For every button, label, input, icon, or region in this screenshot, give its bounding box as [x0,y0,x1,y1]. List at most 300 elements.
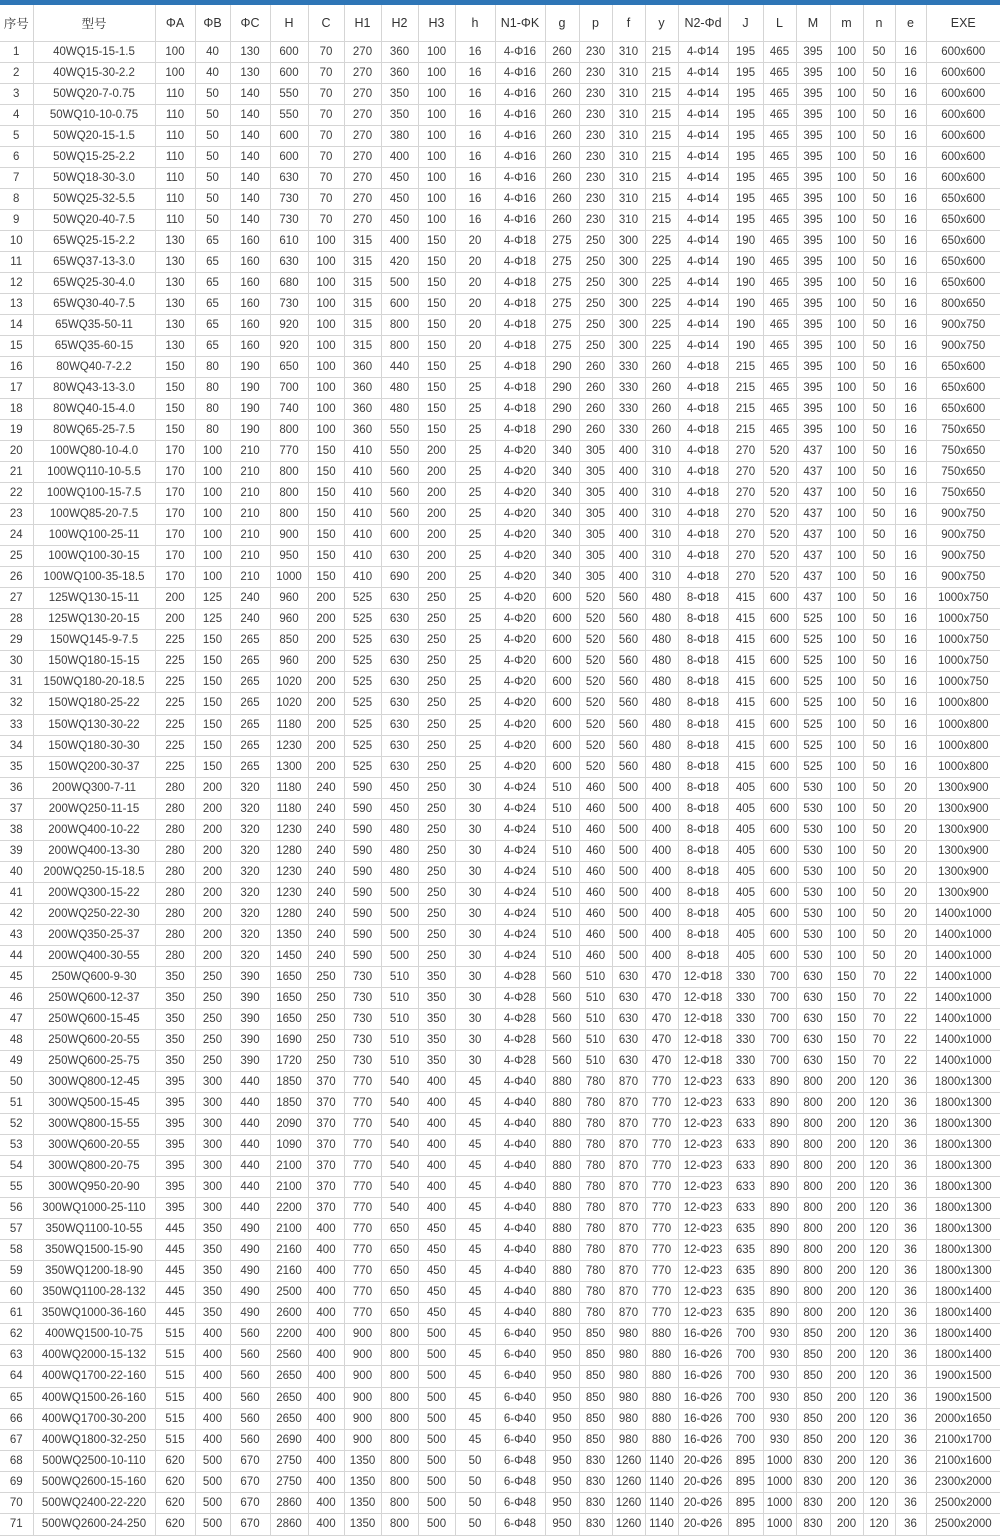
table-row [0,1324,1000,1345]
table-cell: 210 [230,441,270,462]
table-cell: 4-Φ28 [495,966,545,987]
table-cell: 633 [728,1156,763,1177]
table-cell: 1000x750 [926,630,1000,651]
table-row [0,945,1000,966]
table-cell: 400WQ1700-30-200 [33,1408,155,1429]
table-cell: 150 [308,525,344,546]
table-cell: 800 [796,1282,830,1303]
table-cell: 770 [645,1177,678,1198]
table-cell: 125WQ130-20-15 [33,609,155,630]
table-cell: 2650 [270,1408,308,1429]
table-cell: 4-Φ28 [495,1051,545,1072]
table-cell: 225 [645,230,678,251]
table-cell: 190 [728,251,763,272]
table-cell: 633 [728,1135,763,1156]
table-cell: 12-Φ23 [678,1240,728,1261]
table-cell: 750x650 [926,462,1000,483]
table-cell: 150 [308,462,344,483]
table-cell: 6-Φ40 [495,1429,545,1450]
table-cell: 150WQ180-15-15 [33,651,155,672]
table-cell: 400 [308,1513,344,1535]
table-cell: 980 [612,1366,645,1387]
table-cell: 530 [796,840,830,861]
table-cell: 650x600 [926,230,1000,251]
table-cell: 250 [195,1029,230,1050]
table-row [0,314,1000,335]
table-cell: 70 [308,167,344,188]
table-cell: 100 [195,483,230,504]
table-cell: 190 [728,230,763,251]
table-cell: 240 [308,924,344,945]
table-cell: 110 [155,167,195,188]
table-cell: 600 [763,882,796,903]
table-cell: 320 [230,882,270,903]
table-cell: 2500x2000 [926,1492,1000,1513]
table-cell: 150 [418,293,455,314]
table-cell: 370 [308,1198,344,1219]
table-cell: 50 [863,777,895,798]
table-cell: 100 [830,83,863,104]
table-cell: 100 [308,420,344,441]
table-cell: 45 [455,1114,495,1135]
table-cell: 48 [0,1029,33,1050]
table-cell: 16 [895,483,926,504]
table-cell: 405 [728,945,763,966]
table-cell: 1800x1400 [926,1303,1000,1324]
table-cell: 20 [895,777,926,798]
table-cell: 200 [308,609,344,630]
table-cell: 890 [763,1219,796,1240]
table-cell: 800 [381,1471,418,1492]
table-cell: 45 [455,1240,495,1261]
table-cell: 770 [645,1198,678,1219]
table-cell: 150 [308,567,344,588]
table-cell: 650x600 [926,272,1000,293]
table-row [0,1261,1000,1282]
column-header: ΦA [155,5,195,41]
table-cell: 460 [579,798,612,819]
table-cell: 350 [155,987,195,1008]
table-cell: 150WQ145-9-7.5 [33,630,155,651]
table-cell: 240 [308,819,344,840]
table-cell: 400 [308,1240,344,1261]
table-cell: 500 [418,1513,455,1535]
table-cell: 405 [728,840,763,861]
table-row [0,230,1000,251]
table-cell: 53 [0,1135,33,1156]
table-cell: 265 [230,672,270,693]
table-cell: 70 [308,188,344,209]
table-cell: 780 [579,1261,612,1282]
table-cell: 800 [381,1429,418,1450]
table-cell: 510 [545,882,579,903]
table-cell: 250 [418,756,455,777]
table-cell: 300 [195,1093,230,1114]
table-cell: 633 [728,1198,763,1219]
table-cell: 870 [612,1093,645,1114]
table-cell: 265 [230,630,270,651]
table-cell: 480 [381,861,418,882]
table-cell: 16 [895,125,926,146]
table-cell: 1350 [344,1471,381,1492]
table-cell: 2160 [270,1261,308,1282]
table-cell: 70 [308,83,344,104]
table-cell: 500 [612,798,645,819]
table-cell: 4-Φ18 [495,420,545,441]
table-cell: 100 [830,462,863,483]
table-cell: 200 [830,1198,863,1219]
table-cell: 400 [418,1093,455,1114]
table-cell: 800 [796,1072,830,1093]
column-header: f [612,5,645,41]
table-cell: 4-Φ14 [678,188,728,209]
table-cell: 1690 [270,1029,308,1050]
table-cell: 880 [645,1366,678,1387]
table-cell: 215 [645,83,678,104]
table-cell: 200WQ250-15-18.5 [33,861,155,882]
table-cell: 340 [545,441,579,462]
table-row [0,1008,1000,1029]
table-row [0,104,1000,125]
table-cell: 30 [455,861,495,882]
table-cell: 330 [612,378,645,399]
table-cell: 160 [230,314,270,335]
table-cell: 4-Φ40 [495,1198,545,1219]
table-cell: 500 [418,1324,455,1345]
table-cell: 100 [830,41,863,62]
table-cell: 300 [195,1156,230,1177]
table-cell: 340 [545,483,579,504]
table-cell: 305 [579,546,612,567]
table-cell: 130 [155,314,195,335]
table-cell: 650 [381,1261,418,1282]
table-cell: 230 [579,167,612,188]
table-cell: 405 [728,819,763,840]
table-cell: 600 [381,525,418,546]
table-cell: 36 [895,1093,926,1114]
table-cell: 350 [155,1029,195,1050]
table-cell: 525 [796,651,830,672]
table-cell: 2650 [270,1366,308,1387]
table-cell: 4-Φ18 [678,462,728,483]
table-cell: 880 [545,1156,579,1177]
table-cell: 30 [455,966,495,987]
table-cell: 30 [455,987,495,1008]
table-cell: 350 [418,1008,455,1029]
table-cell: 305 [579,483,612,504]
table-cell: 80WQ40-7-2.2 [33,356,155,377]
table-body [0,41,1000,1535]
table-cell: 50 [863,609,895,630]
table-cell: 16 [895,167,926,188]
table-cell: 110 [155,83,195,104]
table-cell: 2560 [270,1345,308,1366]
table-cell: 4-Φ24 [495,840,545,861]
table-cell: 330 [728,966,763,987]
table-cell: 50 [195,146,230,167]
table-cell: 4-Φ24 [495,777,545,798]
table-cell: 50 [863,672,895,693]
table-cell: 100 [830,125,863,146]
table-cell: 700 [763,1051,796,1072]
table-cell: 600 [545,630,579,651]
table-cell: 270 [344,41,381,62]
table-cell: 770 [344,1219,381,1240]
table-cell: 80 [195,356,230,377]
table-cell: 100 [830,756,863,777]
table-cell: 4-Φ24 [495,819,545,840]
table-cell: 80WQ40-15-4.0 [33,399,155,420]
table-cell: 530 [796,777,830,798]
table-cell: 400 [195,1366,230,1387]
table-cell: 130 [155,251,195,272]
table-cell: 630 [612,987,645,1008]
table-cell: 110 [155,146,195,167]
table-cell: 16 [895,399,926,420]
table-cell: 350 [195,1303,230,1324]
table-cell: 880 [645,1429,678,1450]
table-cell: 275 [545,293,579,314]
table-cell: 50 [863,41,895,62]
table-cell: 600 [270,125,308,146]
table-cell: 560 [612,672,645,693]
table-cell: 2690 [270,1429,308,1450]
table-cell: 20 [895,861,926,882]
table-cell: 870 [612,1114,645,1135]
table-cell: 490 [230,1240,270,1261]
table-cell: 1720 [270,1051,308,1072]
table-cell: 770 [645,1093,678,1114]
table-cell: 250 [308,966,344,987]
table-cell: 310 [612,146,645,167]
table-cell: 405 [728,861,763,882]
table-cell: 450 [381,209,418,230]
table-row [0,1450,1000,1471]
table-cell: 12-Φ23 [678,1282,728,1303]
table-cell: 465 [763,83,796,104]
table-cell: 600x600 [926,104,1000,125]
table-cell: 370 [308,1156,344,1177]
table-cell: 395 [796,167,830,188]
table-cell: 410 [344,483,381,504]
table-row [0,924,1000,945]
table-cell: 160 [230,251,270,272]
table-cell: 70 [308,62,344,83]
table-cell: 140 [230,167,270,188]
table-cell: 520 [579,714,612,735]
table-cell: 190 [230,378,270,399]
table-cell: 100 [830,335,863,356]
table-cell: 130 [230,62,270,83]
table-cell: 900 [344,1345,381,1366]
table-cell: 190 [728,314,763,335]
table-cell: 770 [344,1261,381,1282]
table-cell: 21 [0,462,33,483]
table-cell: 125 [195,609,230,630]
table-cell: 50WQ20-40-7.5 [33,209,155,230]
table-cell: 150 [308,546,344,567]
table-cell: 260 [645,356,678,377]
table-cell: 60 [0,1282,33,1303]
table-cell: 770 [344,1135,381,1156]
table-cell: 100 [308,356,344,377]
table-cell: 1800x1300 [926,1135,1000,1156]
table-cell: 12-Φ23 [678,1177,728,1198]
table-cell: 200 [830,1450,863,1471]
table-row [0,651,1000,672]
table-cell: 510 [545,945,579,966]
table-cell: 390 [230,1008,270,1029]
table-cell: 1300x900 [926,861,1000,882]
table-cell: 2600 [270,1303,308,1324]
table-cell: 950 [545,1492,579,1513]
table-cell: 50 [195,167,230,188]
table-cell: 2100x1700 [926,1429,1000,1450]
table-cell: 4-Φ16 [495,188,545,209]
table-cell: 200 [308,693,344,714]
table-cell: 100 [830,693,863,714]
table-cell: 50WQ18-30-3.0 [33,167,155,188]
table-cell: 16 [895,146,926,167]
table-cell: 100 [830,819,863,840]
table-cell: 410 [344,462,381,483]
table-cell: 340 [545,462,579,483]
table-cell: 215 [728,356,763,377]
table-cell: 250 [418,651,455,672]
table-cell: 8-Φ18 [678,882,728,903]
table-cell: 400 [308,1303,344,1324]
table-cell: 46 [0,987,33,1008]
table-cell: 700 [763,966,796,987]
table-cell: 930 [763,1387,796,1408]
table-cell: 830 [579,1471,612,1492]
table-cell: 460 [579,924,612,945]
table-cell: 20 [895,903,926,924]
table-cell: 50 [863,125,895,146]
table-cell: 50 [863,630,895,651]
table-cell: 250 [418,714,455,735]
table-cell: 50 [863,272,895,293]
table-cell: 465 [763,399,796,420]
table-cell: 400 [612,525,645,546]
table-cell: 1400x1000 [926,1029,1000,1050]
table-cell: 770 [344,1177,381,1198]
table-cell: 380 [381,125,418,146]
table-cell: 4-Φ18 [678,356,728,377]
table-cell: 395 [155,1072,195,1093]
table-cell: 100 [418,62,455,83]
table-cell: 200 [308,588,344,609]
table-cell: 100 [830,525,863,546]
table-cell: 20 [895,798,926,819]
table-cell: 4-Φ14 [678,146,728,167]
table-cell: 4-Φ16 [495,146,545,167]
table-cell: 6-Φ48 [495,1513,545,1535]
table-cell: 400 [418,1177,455,1198]
table-cell: 920 [270,314,308,335]
table-cell: 525 [344,693,381,714]
table-row [0,1429,1000,1450]
table-cell: 4-Φ16 [495,62,545,83]
table-cell: 830 [796,1513,830,1535]
table-cell: 100 [308,314,344,335]
table-row [0,504,1000,525]
table-cell: 8-Φ18 [678,924,728,945]
table-cell: 480 [645,630,678,651]
table-cell: 500 [195,1471,230,1492]
table-cell: 27 [0,588,33,609]
table-cell: 30 [455,1029,495,1050]
table-cell: 1800x1300 [926,1219,1000,1240]
table-cell: 20 [455,293,495,314]
table-cell: 395 [155,1135,195,1156]
table-cell: 400 [308,1282,344,1303]
table-cell: 360 [344,356,381,377]
table-cell: 415 [728,735,763,756]
table-cell: 280 [155,924,195,945]
table-cell: 215 [728,378,763,399]
table-cell: 520 [763,525,796,546]
column-header: H3 [418,5,455,41]
table-cell: 200 [308,735,344,756]
table-cell: 880 [545,1282,579,1303]
table-cell: 100WQ80-10-4.0 [33,441,155,462]
table-cell: 4-Φ28 [495,1008,545,1029]
table-cell: 100 [830,840,863,861]
table-cell: 270 [344,62,381,83]
table-cell: 630 [381,630,418,651]
table-cell: 900x750 [926,546,1000,567]
spec-table [0,5,1000,1535]
table-cell: 515 [155,1324,195,1345]
table-cell: 50 [863,441,895,462]
table-cell: 305 [579,462,612,483]
table-cell: 200 [830,1156,863,1177]
table-cell: 800 [381,1450,418,1471]
table-cell: 20 [895,945,926,966]
table-cell: 215 [645,167,678,188]
table-cell: 890 [763,1282,796,1303]
table-cell: 15 [0,335,33,356]
table-cell: 670 [230,1450,270,1471]
table-cell: 395 [796,146,830,167]
table-cell: 310 [645,483,678,504]
table-row [0,483,1000,504]
table-cell: 12-Φ23 [678,1198,728,1219]
table-cell: 250 [308,1029,344,1050]
table-cell: 4-Φ14 [678,83,728,104]
table-cell: 300WQ800-15-55 [33,1114,155,1135]
table-cell: 30 [455,882,495,903]
table-cell: 440 [230,1135,270,1156]
table-cell: 150 [418,420,455,441]
table-cell: 36 [895,1450,926,1471]
table-cell: 2090 [270,1114,308,1135]
table-cell: 470 [645,966,678,987]
table-row [0,251,1000,272]
table-cell: 8 [0,188,33,209]
table-cell: 500 [418,1450,455,1471]
table-cell: 270 [344,146,381,167]
table-cell: 410 [344,567,381,588]
table-cell: 600x600 [926,62,1000,83]
table-cell: 1180 [270,777,308,798]
table-cell: 80 [195,399,230,420]
table-cell: 43 [0,924,33,945]
table-cell: 36 [895,1345,926,1366]
table-cell: 4-Φ20 [495,504,545,525]
table-cell: 465 [763,251,796,272]
